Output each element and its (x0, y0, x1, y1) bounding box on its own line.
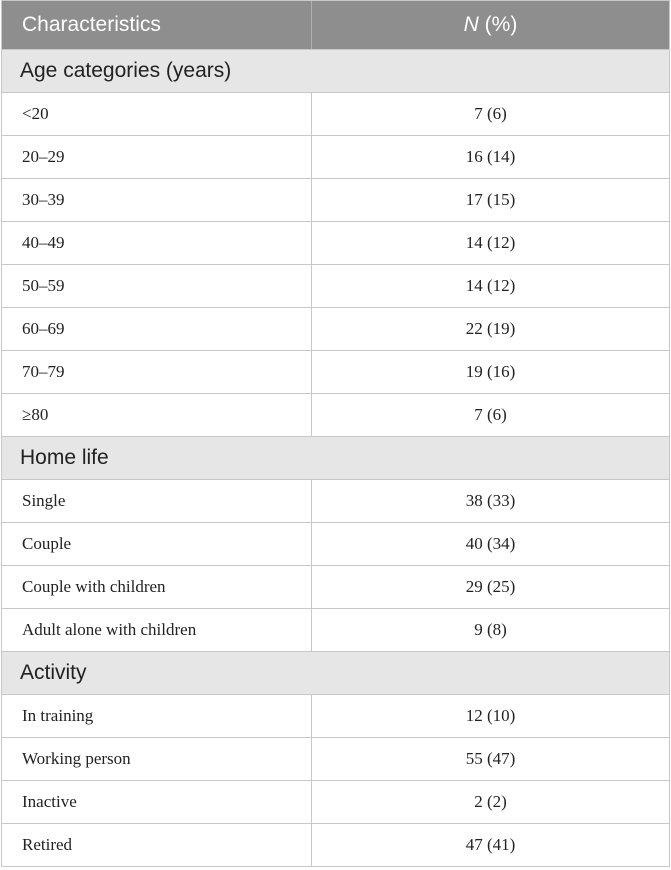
row-label: <20 (2, 93, 312, 135)
row-value: 19 (16) (465, 362, 516, 381)
characteristics-table (1, 0, 670, 867)
row-value: 47 (41) (465, 835, 516, 854)
header-percent: (%) (478, 13, 518, 36)
row-value: 7 (6) (474, 405, 507, 424)
table-row (2, 178, 669, 221)
row-value: 14 (12) (465, 233, 516, 252)
row-value: 9 (8) (474, 620, 507, 639)
row-value: 55 (47) (465, 749, 516, 768)
row-label: In training (2, 695, 312, 737)
row-value: 17 (15) (465, 190, 516, 209)
row-label: 30–39 (2, 179, 312, 221)
table-row (2, 393, 669, 436)
row-label: Inactive (2, 781, 312, 823)
table-row (2, 92, 669, 135)
row-label: 50–59 (2, 265, 312, 307)
section-activity: Activity (2, 651, 669, 694)
table-row (2, 737, 669, 780)
row-label: 40–49 (2, 222, 312, 264)
row-value: 16 (14) (465, 147, 516, 166)
table-row (2, 350, 669, 393)
row-value: 40 (34) (465, 534, 516, 553)
header-characteristics: Characteristics (2, 1, 312, 49)
header-n-percent (312, 1, 669, 49)
row-label: ≥80 (2, 394, 312, 436)
row-label: Couple (2, 523, 312, 565)
table-row (2, 221, 669, 264)
row-label: Couple with children (2, 566, 312, 608)
row-label: Adult alone with children (2, 609, 312, 651)
row-value: 7 (6) (474, 104, 507, 123)
table-row (2, 522, 669, 565)
row-label: 20–29 (2, 136, 312, 178)
table-row (2, 135, 669, 178)
table-row (2, 694, 669, 737)
table-row (2, 608, 669, 651)
row-label: Retired (2, 824, 312, 866)
table-row (2, 823, 669, 866)
row-value: 14 (12) (465, 276, 516, 295)
table-row (2, 479, 669, 522)
row-value: 29 (25) (465, 577, 516, 596)
row-label: 70–79 (2, 351, 312, 393)
row-value: 22 (19) (465, 319, 516, 338)
row-value: 12 (10) (465, 706, 516, 725)
table-row (2, 307, 669, 350)
section-age-categories: Age categories (years) (2, 49, 669, 92)
row-label: Single (2, 480, 312, 522)
section-home-life: Home life (2, 436, 669, 479)
row-value: 2 (2) (474, 792, 507, 811)
table-row (2, 264, 669, 307)
table-header-row (2, 1, 669, 49)
row-label: Working person (2, 738, 312, 780)
row-label: 60–69 (2, 308, 312, 350)
header-n: N (463, 13, 479, 36)
table-row (2, 565, 669, 608)
row-value: 38 (33) (465, 491, 516, 510)
table-row (2, 780, 669, 823)
